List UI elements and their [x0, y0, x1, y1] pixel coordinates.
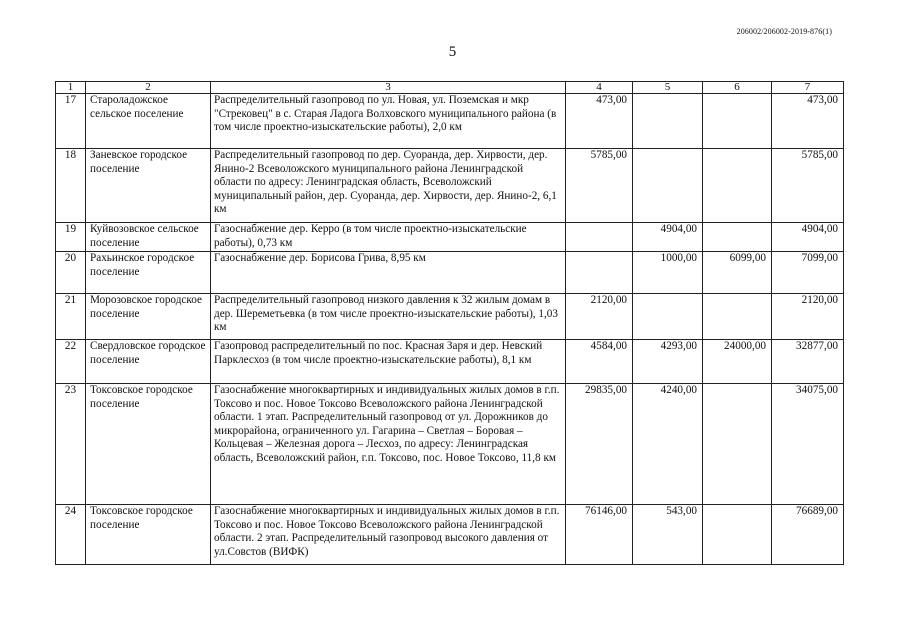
row-number: 17 — [56, 94, 86, 149]
table-row — [56, 505, 844, 565]
table-row — [56, 340, 844, 384]
value-col5 — [633, 149, 703, 223]
value-col6: 24000,00 — [703, 340, 772, 384]
value-col6 — [703, 223, 772, 252]
value-col4: 29835,00 — [566, 384, 633, 505]
value-col5: 4904,00 — [633, 223, 703, 252]
value-col4: 4584,00 — [566, 340, 633, 384]
object-description: Газоснабжение дер. Керро (в том числе проектно-изыскательские работы), 0,73 км — [211, 223, 566, 252]
object-description: Газопровод распределительный по пос. Красная Заря и дер. Невский Парклесхоз (в том числе проектно-изыскательские работы), 8,1 км — [211, 340, 566, 384]
object-description: Распределительный газопровод низкого давления к 32 жилым домам в дер. Шереметьевка (в том числе проектно-изыскательские работы), 1,03 км — [211, 294, 566, 340]
value-col6 — [703, 94, 772, 149]
settlement-name: Токсовское городское поселение — [86, 384, 211, 505]
row-number: 19 — [56, 223, 86, 252]
value-col6 — [703, 505, 772, 565]
header-cell: 1 — [56, 82, 86, 94]
value-col6: 6099,00 — [703, 252, 772, 294]
value-col4 — [566, 223, 633, 252]
settlement-name: Заневское городское поселение — [86, 149, 211, 223]
value-col4: 76146,00 — [566, 505, 633, 565]
row-number: 20 — [56, 252, 86, 294]
header-cell: 2 — [86, 82, 211, 94]
object-description: Газоснабжение многоквартирных и индивидуальных жилых домов в г.п. Токсово и пос. Новое Токсово Всеволожского района Ленинградской области. 1 этап. Распределительный газопровод от ул. Дорожников до микрорайона, ограниченного ул. Гагарина – Светлая – Боровая – Кольцевая – Железная дорога – Лесхоз, по адресу: Ленинградская область, Всеволожский район, г.п. Токсово, пос. Новое Токсово, 11,8 км — [211, 384, 566, 505]
object-description: Распределительный газопровод по ул. Новая, ул. Поземская и мкр "Стрековец" в с. Старая Ладога Волховского муниципального района (в том числе проектно-изыскательские работы), 2,0 км — [211, 94, 566, 149]
header-cell: 6 — [703, 82, 772, 94]
page-number: 5 — [448, 44, 457, 60]
table-row — [56, 223, 844, 252]
table-row — [56, 384, 844, 505]
value-col7: 4904,00 — [772, 223, 844, 252]
object-description: Газоснабжение дер. Борисова Грива, 8,95 км — [211, 252, 566, 294]
value-col6 — [703, 294, 772, 340]
gasification-table — [55, 81, 844, 565]
value-col5 — [633, 94, 703, 149]
settlement-name: Староладожское сельское поселение — [86, 94, 211, 149]
value-col4: 5785,00 — [566, 149, 633, 223]
header-cell: 4 — [566, 82, 633, 94]
row-number: 24 — [56, 505, 86, 565]
settlement-name: Токсовское городское поселение — [86, 505, 211, 565]
value-col7: 2120,00 — [772, 294, 844, 340]
value-col7: 5785,00 — [772, 149, 844, 223]
object-description: Распределительный газопровод по дер. Суоранда, дер. Хирвости, дер. Янино-2 Всеволожского муниципального района Ленинградской области по адресу: Ленинградская область, Всеволожский муниципальный район, дер. Суоранда, дер. Хирвости, дер. Янино-2, 6,1 км — [211, 149, 566, 223]
header-cell: 5 — [633, 82, 703, 94]
settlement-name: Куйвозовское сельское поселение — [86, 223, 211, 252]
value-col5: 543,00 — [633, 505, 703, 565]
value-col5 — [633, 294, 703, 340]
value-col5: 4293,00 — [633, 340, 703, 384]
value-col7: 32877,00 — [772, 340, 844, 384]
table-row — [56, 149, 844, 223]
value-col7: 76689,00 — [772, 505, 844, 565]
row-number: 18 — [56, 149, 86, 223]
row-number: 21 — [56, 294, 86, 340]
table-row — [56, 94, 844, 149]
value-col4: 473,00 — [566, 94, 633, 149]
header-row — [56, 82, 844, 94]
value-col7: 7099,00 — [772, 252, 844, 294]
value-col7: 34075,00 — [772, 384, 844, 505]
value-col7: 473,00 — [772, 94, 844, 149]
table-row — [56, 294, 844, 340]
value-col6 — [703, 384, 772, 505]
value-col4 — [566, 252, 633, 294]
value-col5: 1000,00 — [633, 252, 703, 294]
table-row — [56, 252, 844, 294]
value-col4: 2120,00 — [566, 294, 633, 340]
settlement-name: Свердловское городское поселение — [86, 340, 211, 384]
document-id: 206002/206002-2019-876(1) — [736, 27, 832, 36]
row-number: 23 — [56, 384, 86, 505]
settlement-name: Морозовское городское поселение — [86, 294, 211, 340]
settlement-name: Рахьинское городское поселение — [86, 252, 211, 294]
row-number: 22 — [56, 340, 86, 384]
object-description: Газоснабжение многоквартирных и индивидуальных жилых домов в г.п. Токсово и пос. Новое Токсово Всеволожского района Ленинградской области. 2 этап. Распределительный газопровод высокого давления от ул.Совстов (ВИФК) — [211, 505, 566, 565]
value-col5: 4240,00 — [633, 384, 703, 505]
value-col6 — [703, 149, 772, 223]
header-cell: 7 — [772, 82, 844, 94]
header-cell: 3 — [211, 82, 566, 94]
